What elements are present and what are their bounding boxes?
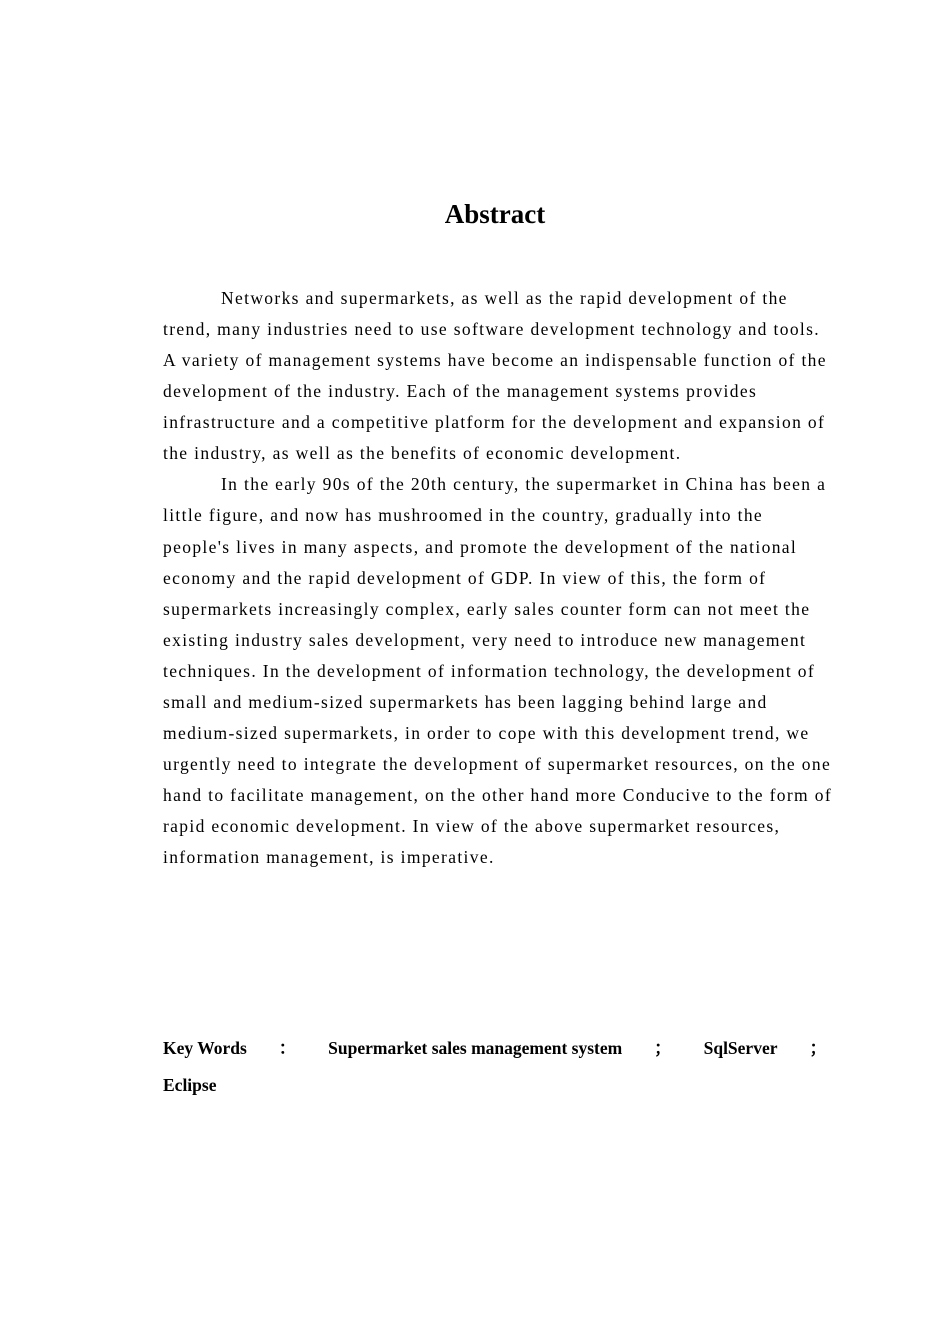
keywords-line [163,1030,827,1067]
abstract-title: Abstract [444,199,546,229]
keyword-3: Eclipse [163,1075,217,1095]
keywords-label: Key Words [163,1038,247,1058]
keywords-label-separator: ： [278,1038,297,1058]
keywords-section [163,1030,827,1104]
abstract-paragraph-1: Networks and supermarkets, as well as the rapid development of the trend, many industries need to use software development technology and tools. A variety of management systems have become an indispensable function of the development of the industry. Each of the management systems provides infrastructure and a competitive platform for the development and expansion of the industry, as well as the benefits of economic development. [163,288,827,464]
keyword-separator-1: ； [654,1038,672,1058]
keyword-separator-2: ； [809,1038,827,1058]
keyword-2: SqlServer [703,1038,778,1058]
abstract-paragraph-2: In the early 90s of the 20th century, the supermarket in China has been a little figure, and now has mushroomed in the country, gradually into the people's lives in many aspects, and promote the development of the national economy and the rapid development of GDP. In view of this, the form of supermarkets increasingly complex, early sales counter form can not meet the existing industry sales development, very need to introduce new management techniques. In the development of information technology, the development of small and medium-sized supermarkets has been lagging behind large and medium-sized supermarkets, in order to cope with this development trend, we urgently need to integrate the development of supermarket resources, on the one hand to facilitate management, on the other hand more Conducive to the form of rapid economic development. In view of the above supermarket resources, information management, is imperative. [163,474,833,868]
keywords-line-2 [163,1067,827,1104]
abstract-body [163,283,833,873]
keyword-1: Supermarket sales management system [328,1038,623,1058]
